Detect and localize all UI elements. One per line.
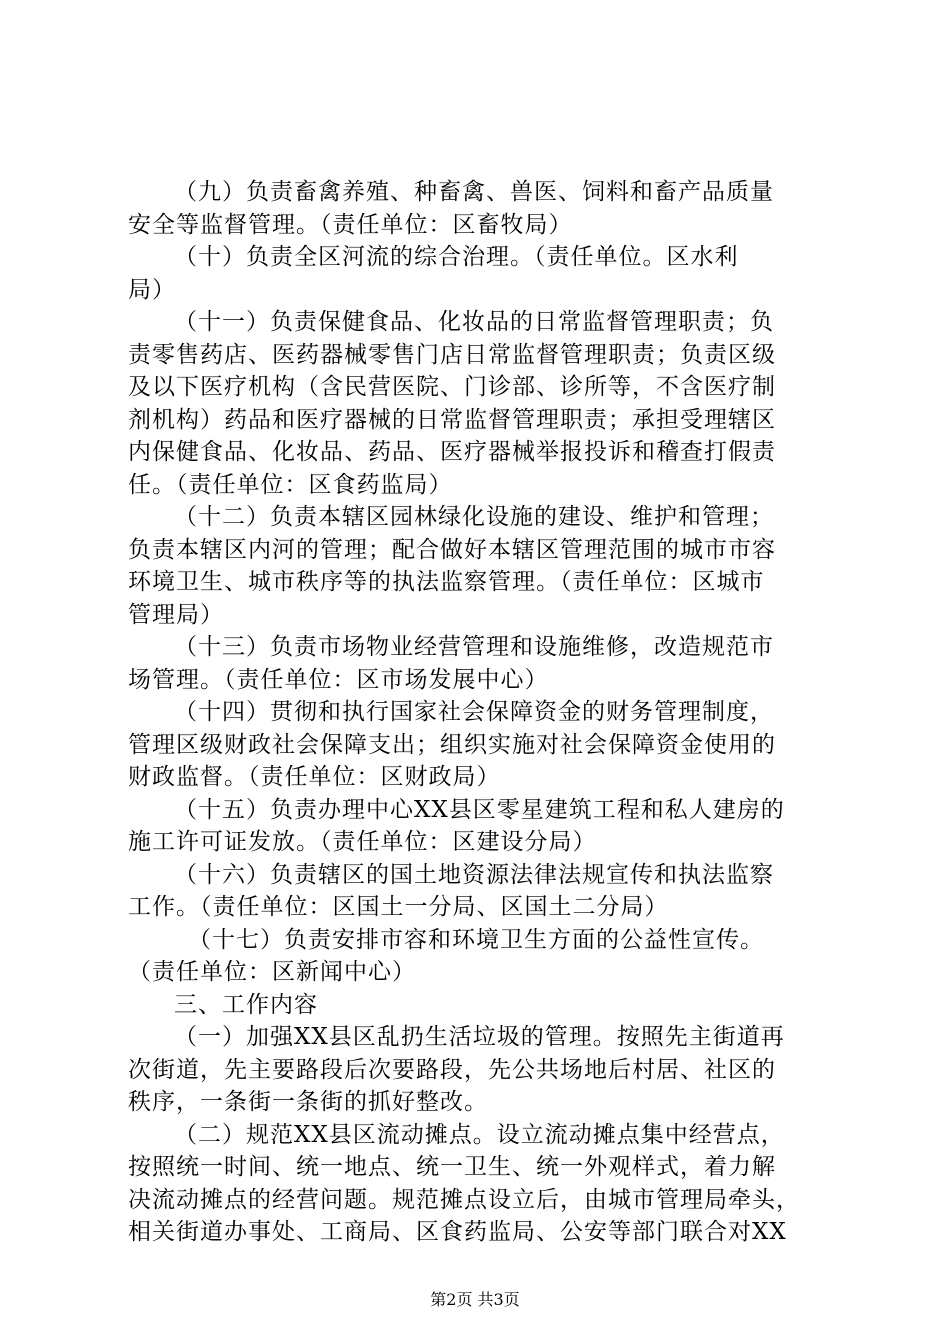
text-line: （一）加强XX县区乱扔生活垃圾的管理。按照先主街道再 <box>174 1024 785 1050</box>
text-line: （十六）负责辖区的国土地资源法律法规宣传和执法监察 <box>174 861 774 888</box>
page-number-footer: 第2页 共3页 <box>430 1290 520 1309</box>
section-heading: 三、工作内容 <box>174 991 318 1018</box>
text-line: 施工许可证发放。（责任单位：区建设分局） <box>128 829 597 855</box>
text-line: 秩序，一条街一条街的抓好整改。 <box>128 1089 488 1115</box>
text-line: 剂机构）药品和医疗器械的日常监督管理职责；承担受理辖区 <box>128 406 776 433</box>
text-line: 管理局） <box>128 601 224 628</box>
text-line: （十一）负责保健食品、化妆品的日常监督管理职责；负 <box>174 309 774 335</box>
text-line: 次街道，先主要路段后次要路段，先公共场地后村居、社区的 <box>128 1056 776 1083</box>
text-line: 财政监督。（责任单位：区财政局） <box>128 764 501 790</box>
text-line: （二）规范XX县区流动摊点。设立流动摊点集中经营点， <box>174 1121 785 1148</box>
text-line: （责任单位：区新闻中心） <box>128 959 416 985</box>
text-line: 环境卫生、城市秩序等的执法监察管理。（责任单位：区城市 <box>128 569 765 595</box>
text-line: 责零售药店、医药器械零售门店日常监督管理职责；负责区级 <box>128 341 776 368</box>
text-line: 安全等监督管理。（责任单位：区畜牧局） <box>128 211 573 238</box>
text-line: （十七）负责安排市容和环境卫生方面的公益性宣传。 <box>188 926 764 953</box>
text-line: （十五）负责办理中心XX县区零星建筑工程和私人建房的 <box>174 796 785 823</box>
text-line: 内保健食品、化妆品、药品、医疗器械举报投诉和稽查打假责 <box>128 439 776 465</box>
text-line: （十三）负责市场物业经营管理和设施维修，改造规范市 <box>174 634 774 660</box>
text-line: 决流动摊点的经营问题。规范摊点设立后，由城市管理局牵头， <box>128 1186 800 1213</box>
text-line: 工作。（责任单位：区国土一分局、区国土二分局） <box>128 894 669 920</box>
text-line: 相关街道办事处、工商局、区食药监局、公安等部门联合对XX <box>128 1219 787 1245</box>
text-line: 按照统一时间、统一地点、统一卫生、统一外观样式，着力解 <box>128 1154 776 1180</box>
text-line: 及以下医疗机构（含民营医院、门诊部、诊所等，不含医疗制 <box>128 374 776 400</box>
text-line: （十二）负责本辖区园林绿化设施的建设、维护和管理； <box>174 504 774 530</box>
text-line: 任。（责任单位：区食药监局） <box>128 471 453 498</box>
text-line: 负责本辖区内河的管理；配合做好本辖区管理范围的城市市容 <box>128 536 776 563</box>
text-line: 管理区级财政社会保障支出；组织实施对社会保障资金使用的 <box>128 731 776 758</box>
text-line: （十）负责全区河流的综合治理。（责任单位。区水利 <box>174 244 739 270</box>
text-line: 局） <box>128 276 176 303</box>
text-line: （十四）贯彻和执行国家社会保障资金的财务管理制度， <box>174 699 774 725</box>
text-line: （九）负责畜禽养殖、种畜禽、兽医、饲料和畜产品质量 <box>174 179 774 205</box>
text-line: 场管理。（责任单位：区市场发展中心） <box>128 666 549 693</box>
document-body <box>128 176 834 1249</box>
